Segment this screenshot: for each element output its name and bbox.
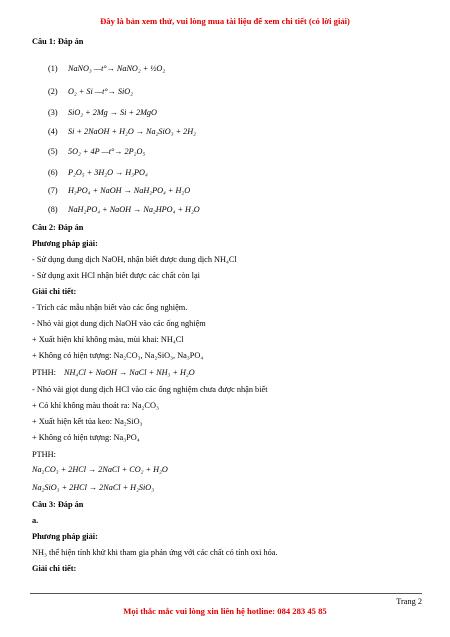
q3-title: Câu 3: Đáp án	[32, 500, 84, 509]
eq-number: (1)	[48, 64, 58, 73]
eq-number: (7)	[48, 186, 58, 195]
q2-detail-title: Giải chi tiết:	[32, 287, 77, 296]
eq-number: (3)	[48, 108, 58, 117]
eq-number: (5)	[48, 147, 58, 156]
pthh-label: PTHH:	[32, 450, 56, 459]
q2-method-title: Phương pháp giải:	[32, 239, 98, 248]
equation: P₂O₅ + 3H₂O → H₃PO₄	[68, 168, 148, 177]
equation: Si + 2NaOH + H₂O → Na₂SiO₃ + 2H₂	[68, 127, 197, 136]
page-number: Trang 2	[396, 597, 422, 606]
q2-detail-line: + Có khí không màu thoát ra: Na₂CO₃	[32, 401, 159, 410]
eq-number: (8)	[48, 205, 58, 214]
pthh-label: PTHH:	[32, 368, 56, 377]
equation: NaH₂PO₄ + NaOH → Na₂HPO₄ + H₂O	[68, 205, 200, 214]
q2-detail-line: + Xuất hiện khí không màu, mùi khai: NH₄Cl	[32, 335, 184, 344]
q2-title: Câu 2: Đáp án	[32, 223, 84, 232]
q2-detail-line: - Nhỏ vài giọt dung dịch NaOH vào các ống nghiệm	[32, 319, 206, 328]
q3-detail-title: Giải chi tiết:	[32, 564, 77, 573]
equation: Na₂CO₃ + 2HCl → 2NaCl + CO₂ + H₂O	[32, 465, 168, 474]
equation: NaNO₃ —t°→ NaNO₂ + ½O₂	[68, 64, 166, 73]
preview-banner: Đây là bản xem thử, vui lòng mua tài liệu để xem chi tiết (có lời giải)	[100, 16, 350, 26]
footer-divider	[30, 593, 422, 594]
q2-method-line: - Sử dụng dung dịch NaOH, nhận biết được dung dịch NH₄Cl	[32, 255, 237, 264]
q2-detail-line: - Trích các mẫu nhận biết vào các ống nghiệm.	[32, 303, 188, 312]
equation: 5O₂ + 4P —t°→ 2P₂O₅	[68, 147, 146, 156]
equation: Na₂SiO₃ + 2HCl → 2NaCl + H₂SiO₃	[32, 483, 155, 492]
eq-number: (6)	[48, 168, 58, 177]
equation: O₂ + Si —t°→ SiO₂	[68, 87, 133, 96]
hotline-footer: Mọi thắc mắc vui lòng xin liên hệ hotline: 084 283 45 85	[123, 606, 327, 616]
q3-part: a.	[32, 516, 39, 525]
equation: NH₄Cl + NaOH → NaCl + NH₃ + H₂O	[64, 368, 195, 377]
q2-detail-line: + Xuất hiện kết tủa keo: Na₂SiO₃	[32, 417, 143, 426]
q2-method-line: - Sử dụng axit HCl nhận biết được các chất còn lại	[32, 271, 200, 280]
q2-detail-line: + Không có hiện tượng: Na₂CO₃, Na₂SiO₃, Na₃PO₄	[32, 351, 204, 360]
q2-detail-line: - Nhỏ vài giọt dung dịch HCl vào các ống nghiệm chưa được nhận biết	[32, 385, 268, 394]
q3-method-title: Phương pháp giải:	[32, 532, 98, 541]
eq-number: (2)	[48, 87, 58, 96]
eq-number: (4)	[48, 127, 58, 136]
equation: SiO₂ + 2Mg → Si + 2MgO	[68, 108, 157, 117]
q3-method-line: NH₃ thể hiện tính khử khi tham gia phản ứng với các chất có tính oxi hóa.	[32, 548, 278, 557]
q2-detail-line: + Không có hiện tượng: Na₃PO₄	[32, 433, 140, 442]
q1-title: Câu 1: Đáp án	[32, 37, 84, 46]
equation: H₃PO₄ + NaOH → NaH₂PO₄ + H₂O	[68, 186, 191, 195]
